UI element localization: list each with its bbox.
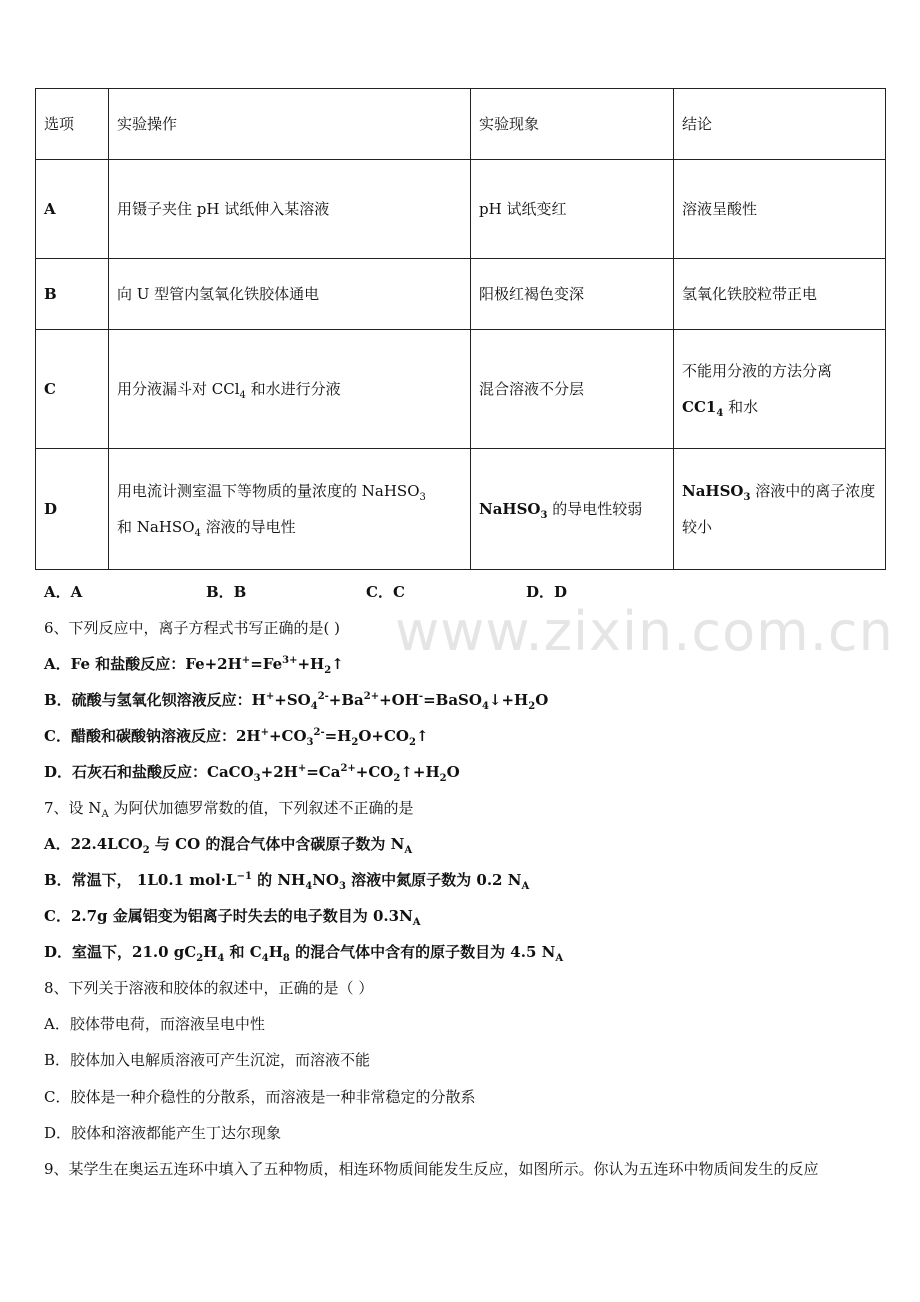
- row-phenomenon: 混合溶液不分层: [471, 330, 674, 449]
- q5-option-b: B．B: [206, 583, 247, 601]
- row-operation: 用镊子夹住 pH 试纸伸入某溶液: [109, 160, 471, 259]
- q7-option-b: B．常温下， 1L0.1 $mol\cdot L^{-1}$ 的 $NH_4NO_3$ 溶液中氮原子数为 0.2 $N_A$: [44, 871, 530, 892]
- table-row: [36, 449, 886, 570]
- header-conclusion: 结论: [674, 89, 886, 160]
- q7-stem: 7、设 $N_A$ 为阿伏加德罗常数的值，下列叙述不正确的是: [44, 799, 414, 820]
- q6-option-d: D．石灰石和盐酸反应：$CaCO_3+2H^+=Ca^{2+}+CO_2↑+H_2O$: [44, 763, 460, 784]
- q8-option-c: C．胶体是一种介稳性的分散系，而溶液是一种非常稳定的分散系: [44, 1088, 476, 1106]
- row-phenomenon: pH 试纸变红: [471, 160, 674, 259]
- q7-option-a: A．$22.4LCO_2$ 与 CO 的混合气体中含碳原子数为 $N_A$: [44, 835, 413, 856]
- q6-option-b: B．硫酸与氢氧化钡溶液反应：$H^++SO_4^{2-}+Ba^{2+}+OH^-=BaSO_4↓+H_2O$: [44, 691, 549, 712]
- q5-option-d: D．D: [526, 583, 568, 601]
- row-option: C: [36, 330, 109, 449]
- q5-option-c: C．C: [366, 583, 405, 601]
- row-operation: 向 U 型管内氢氧化铁胶体通电: [109, 259, 471, 330]
- table-row: [36, 160, 886, 259]
- row-conclusion: 溶液呈酸性: [674, 160, 886, 259]
- row-conclusion: NaHSO$_3$ 溶液中的离子浓度 较小: [674, 449, 886, 570]
- q9-stem: 9、某学生在奥运五连环中填入了五种物质，相连环物质间能发生反应，如图所示。你认为五连环中物质间发生的反应: [44, 1160, 819, 1178]
- q5-option-a: A．A: [44, 583, 83, 601]
- header-option: 选项: [36, 89, 109, 160]
- watermark-text: www.zixin.com.cn: [395, 600, 894, 663]
- row-conclusion: 氢氧化铁胶粒带正电: [674, 259, 886, 330]
- row-option: D: [36, 449, 109, 570]
- row-option: A: [36, 160, 109, 259]
- row-option: B: [36, 259, 109, 330]
- row-phenomenon: NaHSO$_3$ 的导电性较弱: [471, 449, 674, 570]
- q6-option-a: A．Fe 和盐酸反应：$Fe+2H^+=Fe^{3+}+H_2↑$: [44, 655, 344, 676]
- table-row: [36, 330, 886, 449]
- q5-options: [44, 581, 567, 602]
- header-phenomenon: 实验现象: [471, 89, 674, 160]
- row-operation: 用分液漏斗对 CCl$_4$ 和水进行分液: [109, 330, 471, 449]
- q7-option-c: C．2.7g 金属铝变为铝离子时失去的电子数目为 $0.3N_A$: [44, 907, 421, 928]
- table-row: [36, 259, 886, 330]
- q8-stem: 8、下列关于溶液和胶体的叙述中，正确的是（ ）: [44, 979, 374, 997]
- row-conclusion: 不能用分液的方法分离 $CC1_4$ 和水: [674, 330, 886, 449]
- q6-stem: 6、下列反应中，离子方程式书写正确的是( ): [44, 619, 341, 637]
- header-operation: 实验操作: [109, 89, 471, 160]
- experiment-table: [35, 88, 886, 570]
- row-phenomenon: 阳极红褐色变深: [471, 259, 674, 330]
- q8-option-b: B．胶体加入电解质溶液可产生沉淀，而溶液不能: [44, 1051, 371, 1069]
- q7-option-d: D．室温下，21.0 $gC_2H_4$ 和 $C_4H_8$ 的混合气体中含有的原子数目为 4.5 $N_A$: [44, 943, 564, 964]
- row-operation: 用电流计测室温下等物质的量浓度的 NaHSO$_3$ 和 NaHSO$_4$ 溶液的导电性: [109, 449, 471, 570]
- table-header-row: [36, 89, 886, 160]
- q6-option-c: C．醋酸和碳酸钠溶液反应：$2H^++CO_3^{2-}=H_2O+CO_2↑$: [44, 727, 429, 748]
- q8-option-a: A．胶体带电荷，而溶液呈电中性: [44, 1015, 265, 1033]
- q8-option-d: D．胶体和溶液都能产生丁达尔现象: [44, 1124, 282, 1142]
